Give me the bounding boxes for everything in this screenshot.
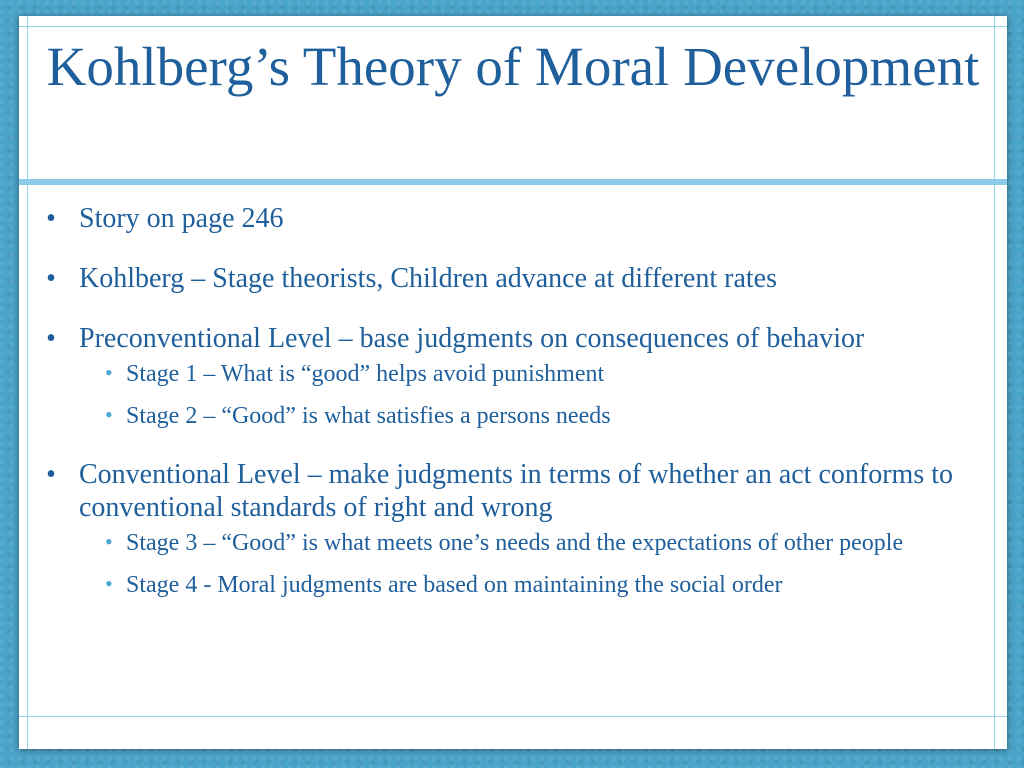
sub-bullet-list [105, 359, 981, 431]
sub-bullet-item [105, 401, 981, 431]
sub-bullet-marker: • [105, 360, 113, 385]
bullet-marker: • [46, 263, 56, 294]
slide-body [41, 202, 981, 627]
bullet-text: Story on page 246 [79, 203, 284, 234]
bullet-item [41, 322, 981, 355]
sub-bullet-text: Stage 3 – “Good” is what meets one’s needs and the expectations of other people [126, 530, 904, 556]
bullet-text: Conventional Level – make judgments in terms of whether an act conforms to conventional standards of right and wrong [79, 459, 953, 523]
sub-bullet-item [105, 359, 981, 389]
bullet-text: Preconventional Level – base judgments on consequences of behavior [79, 323, 865, 354]
frame-line-top [19, 26, 1007, 27]
bullet-marker: • [46, 203, 56, 234]
sub-bullet-marker: • [105, 571, 113, 596]
sub-bullet-item [105, 528, 981, 558]
bullet-item [41, 202, 981, 235]
frame-line-bottom [19, 716, 1007, 717]
bullet-text: Kohlberg – Stage theorists, Children advance at different rates [79, 263, 777, 294]
bullet-item [41, 262, 981, 295]
sub-bullet-list [105, 528, 981, 600]
sub-bullet-text: Stage 2 – “Good” is what satisfies a persons needs [126, 403, 611, 429]
bullet-marker: • [46, 459, 56, 490]
frame-line-right [994, 16, 995, 749]
slide-title: Kohlberg’s Theory of Moral Development [46, 36, 980, 97]
slide [19, 16, 1007, 749]
bullet-item [41, 458, 981, 524]
sub-bullet-item [105, 570, 981, 600]
sub-bullet-marker: • [105, 402, 113, 427]
title-divider [19, 179, 1007, 185]
sub-bullet-marker: • [105, 529, 113, 554]
sub-bullet-text: Stage 1 – What is “good” helps avoid punishment [126, 361, 605, 387]
frame-line-left [27, 16, 28, 749]
sub-bullet-text: Stage 4 - Moral judgments are based on maintaining the social order [126, 572, 783, 598]
bullet-marker: • [46, 323, 56, 354]
